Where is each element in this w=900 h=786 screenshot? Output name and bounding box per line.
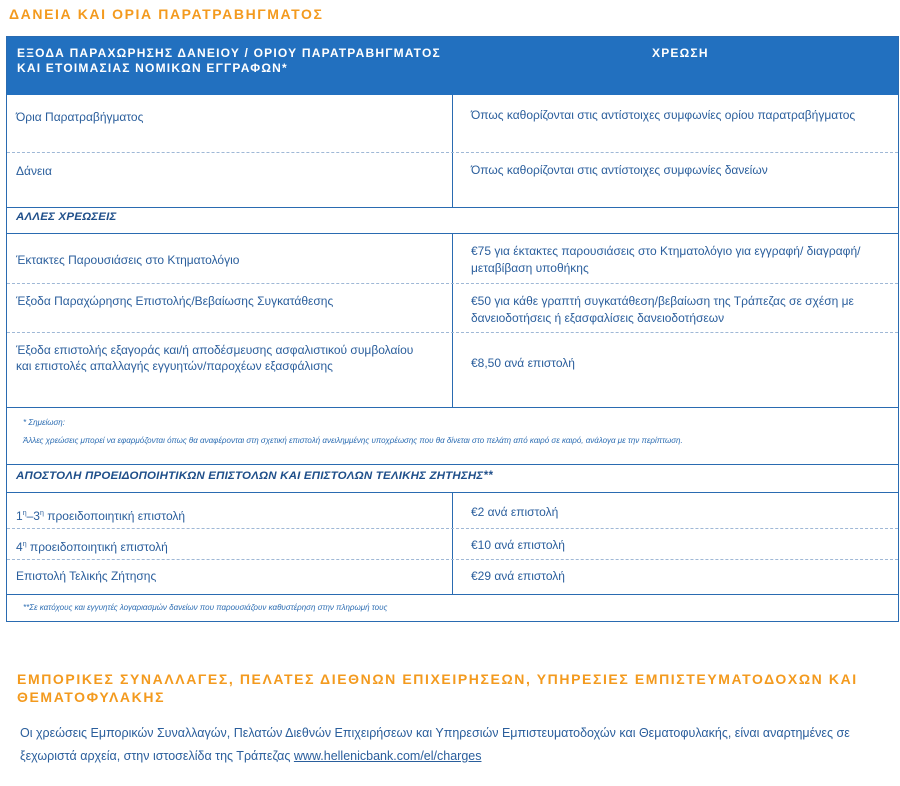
row-divider: [7, 559, 898, 560]
table-row-label: Δάνεια: [16, 164, 52, 178]
table-header: [7, 37, 898, 95]
table-row-value: €10 ανά επιστολή: [471, 538, 565, 552]
header-left-line1: ΕΞΟΔΑ ΠΑΡΑΧΩΡΗΣΗΣ ΔΑΝΕΙΟΥ / ΟΡΙΟΥ ΠΑΡΑΤΡΑΒΗΓΜΑΤΟΣ: [17, 46, 441, 60]
ordinal-suffix: η: [22, 510, 27, 517]
section-label-other-charges: ΑΛΛΕΣ ΧΡΕΩΣΕΙΣ: [16, 211, 117, 223]
row-divider: [7, 233, 898, 234]
column-divider: [452, 95, 453, 207]
section-title-loans: ΔΑΝΕΙΑ ΚΑΙ ΟΡΙΑ ΠΑΡΑΤΡΑΒΗΓΜΑΤΟΣ: [9, 6, 324, 22]
table-row-label: [16, 537, 436, 555]
row-divider: [7, 464, 898, 465]
table-row-value: Όπως καθορίζονται στις αντίστοιχες συμφωνίες δανείων: [471, 163, 768, 177]
row-divider: [7, 283, 898, 284]
row-divider: [7, 332, 898, 333]
table-row-label: Έκτακτες Παρουσιάσεις στο Κτηματολόγιο: [16, 253, 240, 267]
table-row-label: Έξοδα επιστολής εξαγοράς και/ή αποδέσμευσης ασφαλιστικού συμβολαίου και επιστολές απαλλαγής εγγυητών/παροχέων εξασφάλισης: [16, 343, 414, 373]
header-right: ΧΡΕΩΣΗ: [652, 46, 709, 60]
section-label-warning-letters: ΑΠΟΣΤΟΛΗ ΠΡΟΕΙΔΟΠΟΙΗΤΙΚΩΝ ΕΠΙΣΤΟΛΩΝ ΚΑΙ ΕΠΙΣΤΟΛΩΝ ΤΕΛΙΚΗΣ ΖΗΤΗΣΗΣ**: [16, 470, 493, 482]
header-left-line2: ΚΑΙ ΕΤΟΙΜΑΣΙΑΣ ΝΟΜΙΚΩΝ ΕΓΓΡΑΦΩΝ*: [17, 61, 288, 75]
section-title-commercial: ΕΜΠΟΡΙΚΕΣ ΣΥΝΑΛΛΑΓΕΣ, ΠΕΛΑΤΕΣ ΔΙΕΘΝΩΝ ΕΠΙΧΕΙΡΗΣΕΩΝ, ΥΠΗΡΕΣΙΕΣ ΕΜΠΙΣΤΕΥΜΑΤΟΔΟΧΩΝ ΚΑΙ ΘΕΜΑΤΟΦΥΛΑΚΗΣ: [17, 671, 858, 705]
table-row-label: Έξοδα Παραχώρησης Επιστολής/Βεβαίωσης Συγκατάθεσης: [16, 294, 334, 308]
row-divider: [7, 594, 898, 595]
ordinal-suffix: η: [22, 541, 27, 548]
table-row-value: Όπως καθορίζονται στις αντίστοιχες συμφωνίες ορίου παρατραβήγματος: [471, 108, 856, 122]
row-divider: [7, 407, 898, 408]
row-label-text: προειδοποιητική επιστολή: [26, 540, 168, 554]
ordinal-range: –3: [26, 509, 40, 523]
paragraph-text: Οι χρεώσεις Εμπορικών Συναλλαγών, Πελατών Διεθνών Επιχειρήσεων και Υπηρεσιών Εμπιστευματοδοχών και Θεματοφυλακής, είναι αναρτημένες σε ξεχωριστά αρχεία, στην ιστοσελίδα της Τράπεζας: [20, 726, 850, 763]
table-row-value: €8,50 ανά επιστολή: [471, 356, 575, 370]
column-divider: [452, 233, 453, 407]
table-row-label: Επιστολή Τελικής Ζήτησης: [16, 569, 157, 583]
row-label-text: προειδοποιητική επιστολή: [43, 509, 186, 523]
charges-link[interactable]: www.hellenicbank.com/el/charges: [293, 749, 482, 763]
charges-table: [6, 36, 899, 622]
row-divider: [7, 492, 898, 493]
column-divider: [452, 492, 453, 594]
commercial-paragraph: [20, 722, 890, 768]
table-row-value: €29 ανά επιστολή: [471, 569, 565, 583]
footnote: **Σε κατόχους και εγγυητές λογαριασμών δανείων που παρουσιάζουν καθυστέρηση στην πληρωμή τους: [23, 603, 388, 612]
row-divider: [7, 152, 898, 153]
note-title: * Σημείωση:: [23, 418, 65, 427]
table-row-value: €75 για έκτακτες παρουσιάσεις στο Κτηματολόγιο για εγγραφή/ διαγραφή/μεταβίβαση υποθήκης: [471, 244, 861, 275]
table-row-label: [16, 506, 436, 524]
row-divider: [7, 528, 898, 529]
header-left: [17, 46, 517, 76]
note-text: Άλλες χρεώσεις μπορεί να εφαρμόζονται όπως θα αναφέρονται στη σχετική επιστολή ανειλημμένης υποχρέωσης που θα δίνεται στο πελάτη από καιρό σε καιρό, ανάλογα με την περίπτωση.: [23, 436, 683, 445]
ordinal-number: 4: [16, 540, 23, 554]
ordinal-suffix: η: [39, 510, 44, 517]
row-divider: [7, 207, 898, 208]
table-row-value: €2 ανά επιστολή: [471, 505, 559, 519]
ordinal-number: 1: [16, 509, 23, 523]
table-row-label: Όρια Παρατραβήγματος: [16, 110, 144, 124]
table-row-value: €50 για κάθε γραπτή συγκατάθεση/βεβαίωση της Τράπεζας σε σχέση με δανειοδοτήσεις ή εξασφαλίσεις δανειοδοτήσεων: [471, 294, 854, 325]
